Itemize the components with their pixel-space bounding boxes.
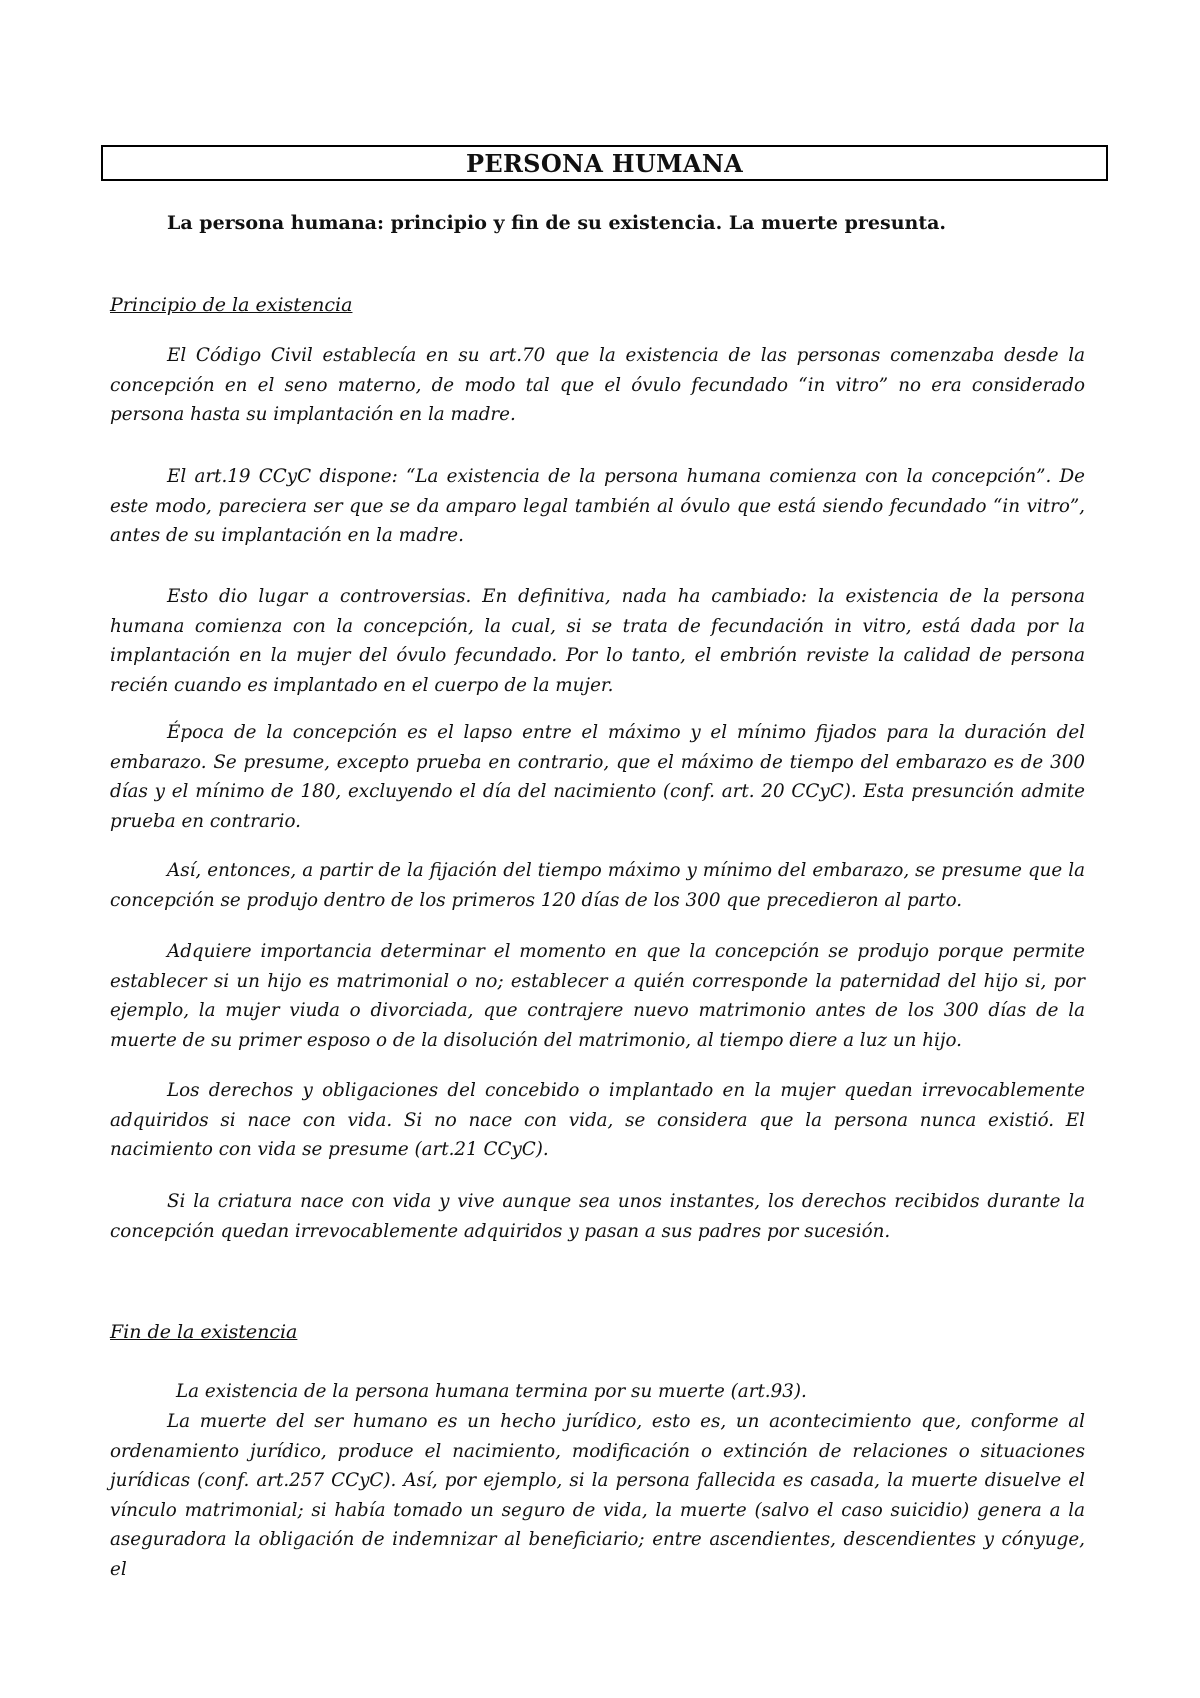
paragraph: La muerte del ser humano es un hecho jurídico, esto es, un acontecimiento que, conforme al ordenamiento jurídico, produce el nacimiento, modificación o extinción de relaciones o situaciones jurídicas (conf. art.257 CCyC). Así, por ejemplo, si la persona fallecida es casada, la muerte disuelve el vínculo matrimonial; si había tomado un seguro de vida, la muerte (salvo el caso suicidio) genera a la aseguradora la obligación de indemnizar al beneficiario; entre ascendientes, descendientes y cónyuge, el [110, 1411, 1085, 1580]
paragraph: El art.19 CCyC dispone: “La existencia de la persona humana comienza con la concepción”. De este modo, pareciera ser que se da amparo legal también al óvulo que está siendo fecundado “in vitro”, antes de su implantación en la madre. [110, 466, 1085, 546]
paragraph: Adquiere importancia determinar el momento en que la concepción se produjo porque permite establecer si un hijo es matrimonial o no; establecer a quién corresponde la paternidad del hijo si, por ejemplo, la mujer viuda o divorciada, que contrajere nuevo matrimonio antes de los 300 días de la muerte de su primer esposo o de la disolución del matrimonio, al tiempo diere a luz un hijo. [110, 941, 1085, 1051]
paragraph: Época de la concepción es el lapso entre el máximo y el mínimo fijados para la duración del embarazo. Se presume, excepto prueba en contrario, que el máximo de tiempo del embarazo es de 300 días y el mínimo de 180, excluyendo el día del nacimiento (conf. art. 20 CCyC). Esta presunción admite prueba en contrario. [110, 722, 1085, 832]
paragraph: Los derechos y obligaciones del concebido o implantado en la mujer quedan irrevocablemente adquiridos si nace con vida. Si no nace con vida, se considera que la persona nunca existió. El nacimiento con vida se presume (art.21 CCyC). [110, 1080, 1085, 1160]
paragraph: Si la criatura nace con vida y vive aunque sea unos instantes, los derechos recibidos durante la concepción quedan irrevocablemente adquiridos y pasan a sus padres por sucesión. [110, 1191, 1085, 1242]
paragraph: El Código Civil establecía en su art.70 que la existencia de las personas comenzaba desde la concepción en el seno materno, de modo tal que el óvulo fecundado “in vitro” no era considerado persona hasta su implantación en la madre. [110, 345, 1085, 425]
section-heading-principio: Principio de la existencia [110, 294, 353, 316]
paragraph: Así, entonces, a partir de la fijación del tiempo máximo y mínimo del embarazo, se presume que la concepción se produjo dentro de los primeros 120 días de los 300 que precedieron al parto. [110, 860, 1085, 911]
section-heading-fin: Fin de la existencia [110, 1321, 298, 1343]
paragraph: Esto dio lugar a controversias. En definitiva, nada ha cambiado: la existencia de la persona humana comienza con la concepción, la cual, si se trata de fecundación in vitro, está dada por la implantación en la mujer del óvulo fecundado. Por lo tanto, el embrión reviste la calidad de persona recién cuando es implantado en el cuerpo de la mujer. [110, 586, 1085, 696]
page-title: PERSONA HUMANA [101, 145, 1108, 181]
paragraph: La existencia de la persona humana termina por su muerte (art.93). [176, 1381, 807, 1402]
page-subtitle: La persona humana: principio y fin de su existencia. La muerte presunta. [167, 212, 947, 234]
